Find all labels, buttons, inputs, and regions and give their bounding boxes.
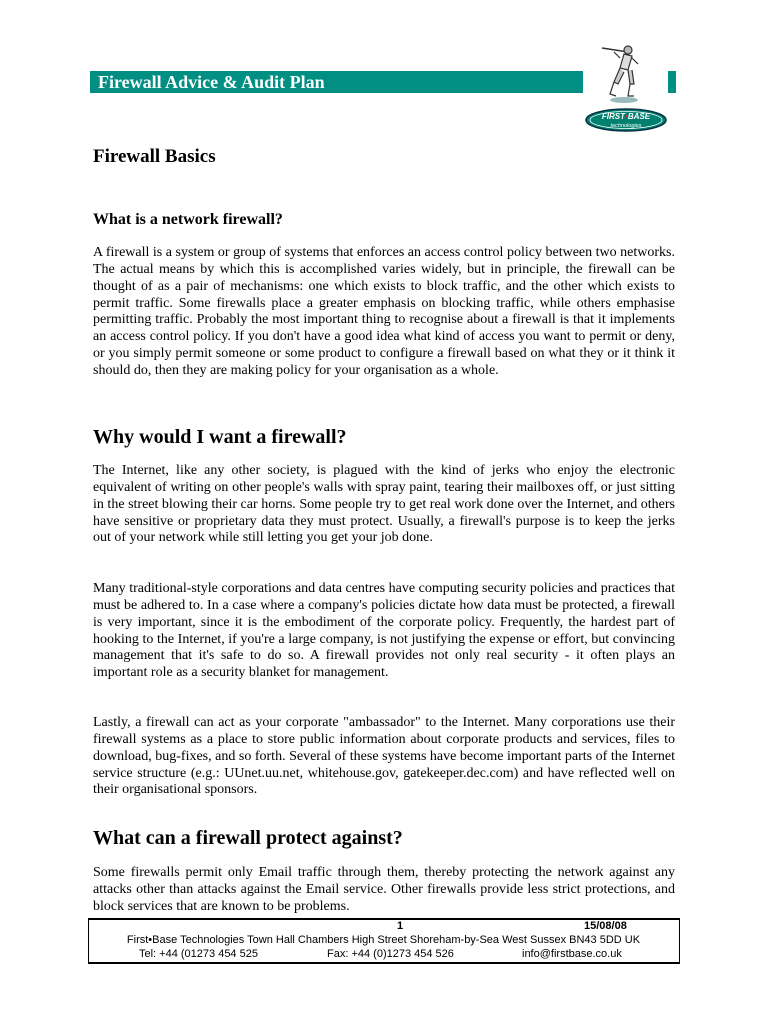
document-title: Firewall Advice & Audit Plan bbox=[98, 72, 325, 92]
baseball-player-icon bbox=[602, 46, 638, 96]
footer-fax: Fax: +44 (0)1273 454 526 bbox=[327, 948, 454, 960]
q2-paragraph-1: The Internet, like any other society, is plagued with the kind of jerks who enjoy the electronic equivalent of writing on other people's walls with spray paint, tearing their mailboxes off, or just sitting in the street blowing their car horns. Some people try to get real work done over the Internet, and others have sensitive or proprietary data they must protect. Usually, a firewall's purpose is to keep the jerks out of your network while still letting you get your job done. bbox=[93, 463, 675, 546]
firstbase-logo bbox=[584, 38, 670, 134]
q2-paragraph-2: Many traditional-style corporations and data centres have computing security policies and practices that must be adhered to. In a case where a company's policies dictate how data must be protected, a firewall is very important, since it is the embodiment of the corporate policy. Frequently, the hardest part of hooking to the Internet, if you're a large company, is not justifying the expense or effort, but convincing management that it's safe to do so. A firewall provides not only real security - it often plays an important role as a security blanket for management. bbox=[93, 581, 675, 681]
footer-address: First•Base Technologies Town Hall Chambers High Street Shoreham-by-Sea West Sussex BN43 5DD UK bbox=[126, 934, 641, 946]
logo-first: FIRST bbox=[601, 112, 626, 121]
svg-text:FIRST•BASE: FIRST•BASE bbox=[601, 112, 651, 121]
logo-base: BASE bbox=[627, 112, 651, 121]
q1-heading: What is a network firewall? bbox=[93, 211, 283, 228]
footer-bottom-rule bbox=[88, 962, 679, 964]
footer-date: 15/08/08 bbox=[584, 920, 627, 932]
q2-heading: Why would I want a firewall? bbox=[93, 426, 347, 448]
q2-paragraph-3: Lastly, a firewall can act as your corporate "ambassador" to the Internet. Many corporations use their firewall systems as a place to store public information about corporate products and services, files to download, bug-fixes, and so forth. Several of these systems have become important parts of the Internet service structure (e.g.: UUnet.uu.net, whitehouse.gov, gatekeeper.dec.com) and have reflected well on their organisational sponsors. bbox=[93, 715, 675, 798]
logo-technologies: technologies bbox=[610, 123, 642, 129]
q3-paragraph: Some firewalls permit only Email traffic through them, thereby protecting the network against any attacks other than attacks against the Email service. Other firewalls provide less strict protections, and block services that are known to be problems. bbox=[93, 865, 675, 914]
section-title: Firewall Basics bbox=[93, 146, 216, 167]
page-number: 1 bbox=[397, 920, 404, 932]
footer-email: info@firstbase.co.uk bbox=[522, 948, 622, 960]
q1-paragraph: A firewall is a system or group of systems that enforces an access control policy between two networks. The actual means by which this is accomplished varies widely, but in principle, the firewall can be thought of as a pair of mechanisms: one which exists to block traffic, and the other which exists to permit traffic. Some firewalls place a greater emphasis on blocking traffic, while others emphasise permitting traffic. Probably the most important thing to recognise about a firewall is that it implements an access control policy. If you don't have a good idea what kind of access you want to permit or deny, or you simply permit someone or some product to configure a firewall based on what they or it think it should do, then they are making policy for your organisation as a whole. bbox=[93, 245, 675, 378]
footer-telephone: Tel: +44 (01273 454 525 bbox=[139, 948, 258, 960]
q3-heading: What can a firewall protect against? bbox=[93, 827, 403, 849]
